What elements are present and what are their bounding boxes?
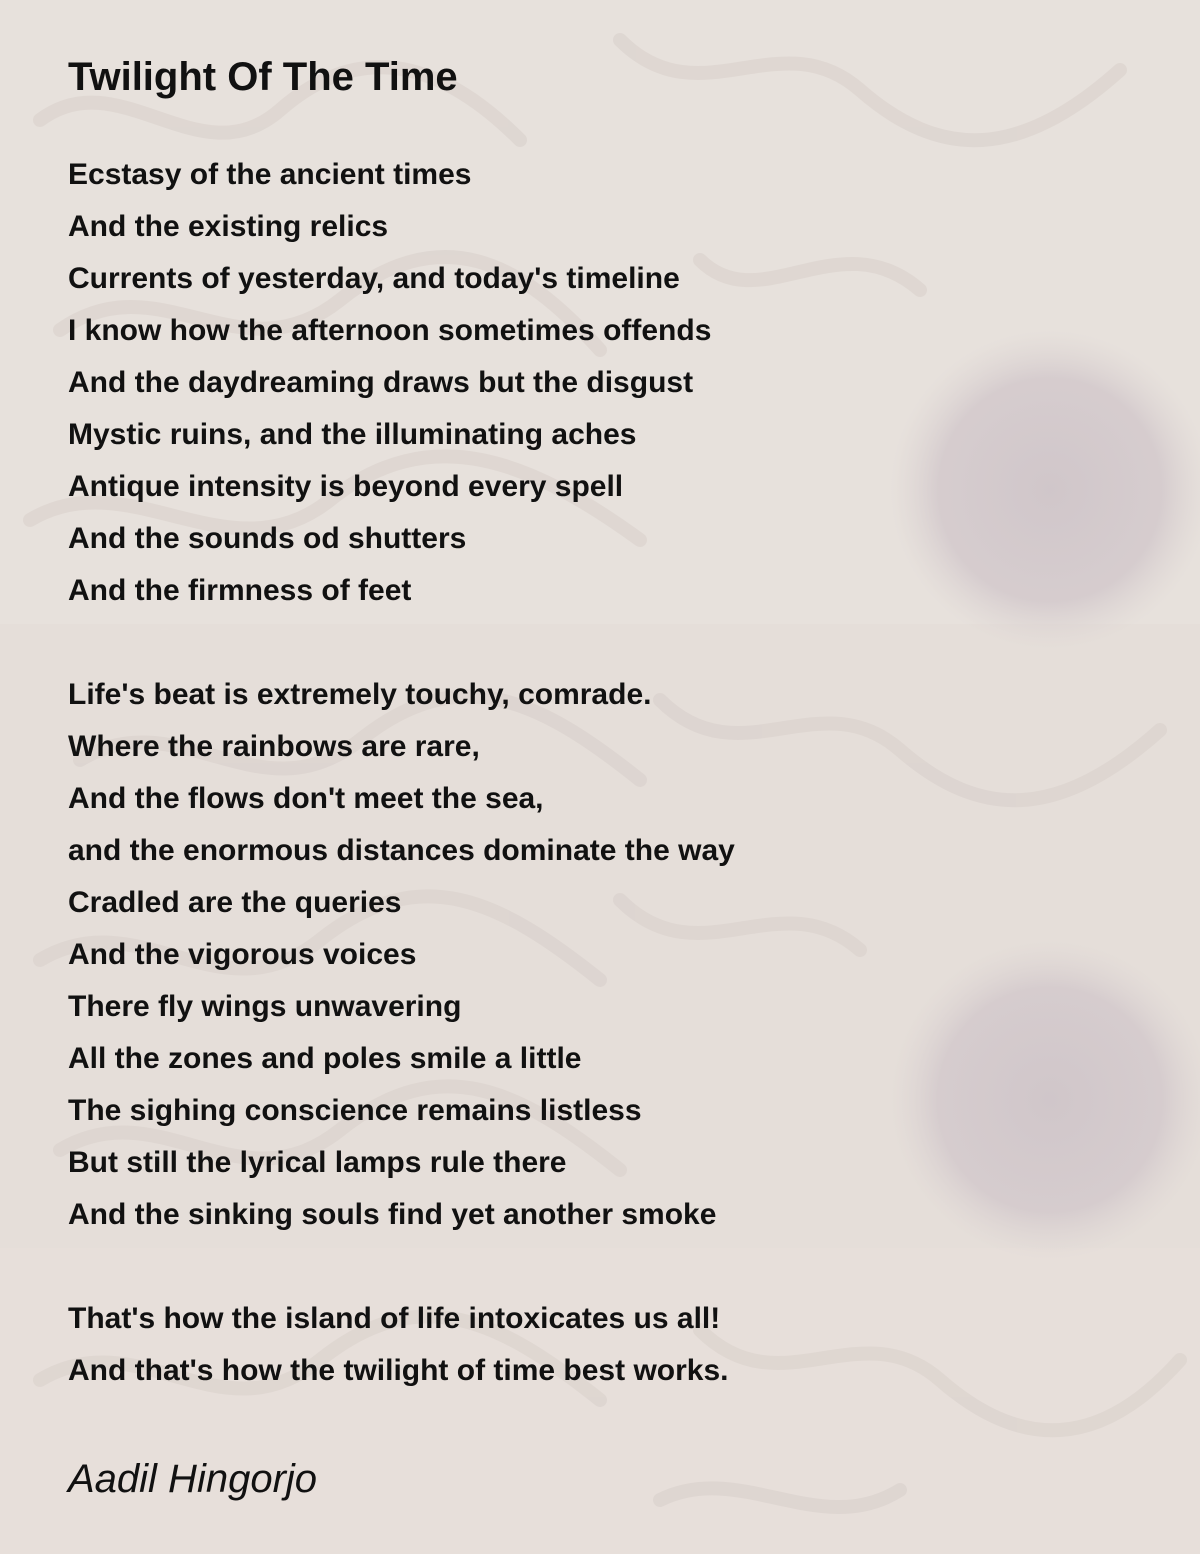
poem-title: Twilight Of The Time xyxy=(68,55,458,99)
poem-line: All the zones and poles smile a little xyxy=(68,1042,582,1075)
poem-line: And the vigorous voices xyxy=(68,938,417,971)
poem-line: And the existing relics xyxy=(68,210,389,243)
poem-line: Antique intensity is beyond every spell xyxy=(68,470,624,503)
poem-line: Life's beat is extremely touchy, comrade. xyxy=(68,678,652,711)
stanza-1 xyxy=(68,149,711,617)
poem-line: And that's how the twilight of time best works. xyxy=(68,1354,729,1387)
poem-line: And the daydreaming draws but the disgust xyxy=(68,366,694,399)
poem-line: And the sounds od shutters xyxy=(68,522,467,555)
poem-line: But still the lyrical lamps rule there xyxy=(68,1146,567,1179)
poem-line: Cradled are the queries xyxy=(68,886,402,919)
poem-line: Where the rainbows are rare, xyxy=(68,730,480,763)
poem-line: And the sinking souls find yet another smoke xyxy=(68,1198,717,1231)
poem-line: There fly wings unwavering xyxy=(68,990,462,1023)
poem-line: Mystic ruins, and the illuminating aches xyxy=(68,418,637,451)
poem-line: And the firmness of feet xyxy=(68,574,412,607)
stanza-3 xyxy=(68,1293,728,1397)
poem-line: And the flows don't meet the sea, xyxy=(68,782,544,815)
poem-line: I know how the afternoon sometimes offends xyxy=(68,314,712,347)
poem-line: and the enormous distances dominate the way xyxy=(68,834,735,867)
poem-author: Aadil Hingorjo xyxy=(68,1457,318,1501)
poem-line: Currents of yesterday, and today's timeline xyxy=(68,262,680,295)
stanza-2 xyxy=(68,669,735,1241)
poem-line: The sighing conscience remains listless xyxy=(68,1094,642,1127)
poem-line: That's how the island of life intoxicates us all! xyxy=(68,1302,721,1335)
poem-line: Ecstasy of the ancient times xyxy=(68,158,472,191)
